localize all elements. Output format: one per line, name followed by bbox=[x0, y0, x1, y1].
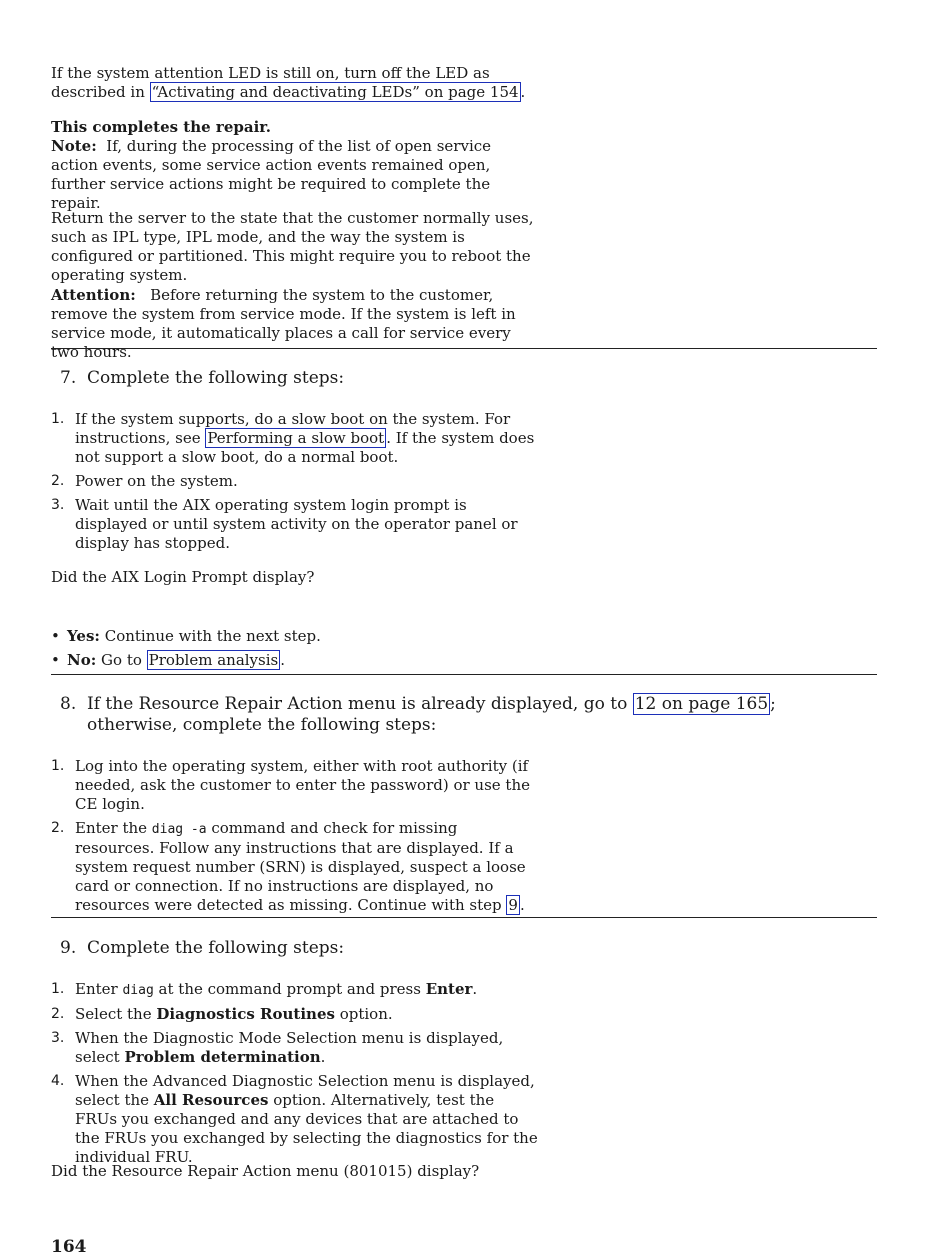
question-text: Did the AIX Login Prompt display? bbox=[51, 568, 315, 586]
attention-label: Attention: bbox=[51, 286, 136, 304]
item-text: Enter the bbox=[75, 819, 152, 837]
item-bold: All Resources bbox=[153, 1091, 269, 1109]
item-text: option. Alternatively, test the FRUs you exchanged and any devices that are attached to the FRUs you exchanged by selecting the diagnostics for the individual FRU. bbox=[75, 1091, 538, 1166]
item-text: When the Diagnostic Mode Selection menu is displayed, select bbox=[75, 1029, 504, 1066]
question-text: Did the Resource Repair Action menu (801015) display? bbox=[51, 1162, 480, 1180]
list-item bbox=[51, 1029, 539, 1067]
step-9-list bbox=[51, 980, 539, 1172]
list-item bbox=[51, 410, 539, 467]
item-text: . bbox=[320, 1048, 326, 1066]
intro-led-text: If the system attention LED is still on, turn off the LED as described in bbox=[51, 64, 490, 101]
no-text: Go to bbox=[101, 651, 147, 669]
note-label: Note: bbox=[51, 137, 97, 155]
list-item bbox=[51, 980, 539, 1000]
item-text: Power on the system. bbox=[75, 472, 238, 490]
yes-label: Yes: bbox=[67, 627, 100, 645]
attention-paragraph bbox=[51, 286, 543, 362]
item-text: Select the bbox=[75, 1005, 157, 1023]
list-item bbox=[51, 1072, 539, 1167]
problem-analysis-link[interactable]: Problem analysis bbox=[148, 651, 279, 669]
item-text: at the command prompt and press bbox=[153, 980, 426, 998]
list-item bbox=[51, 496, 539, 553]
item-number: 4. bbox=[51, 1073, 65, 1089]
return-paragraph bbox=[51, 209, 539, 285]
step-number: 7. bbox=[60, 368, 77, 388]
no-end: . bbox=[280, 651, 286, 669]
item-text: . If the system does not support a slow boot, do a normal boot. bbox=[75, 429, 535, 466]
page-number: 164 bbox=[51, 1237, 87, 1257]
bullet: • bbox=[51, 627, 60, 645]
item-text: . bbox=[519, 896, 525, 914]
list-item bbox=[51, 819, 541, 915]
intro-led-end: . bbox=[520, 83, 526, 101]
step-7-list bbox=[51, 410, 539, 558]
item-text: When the Advanced Diagnostic Selection menu is displayed, select the bbox=[75, 1072, 535, 1109]
command-code: diag -a bbox=[151, 822, 207, 837]
return-text: Return the server to the state that the customer normally uses, such as IPL type, IPL mode, and the way the system is configured or partitioned. This might require you to reboot the operating system. bbox=[51, 209, 534, 284]
item-bold: Diagnostics Routines bbox=[156, 1005, 335, 1023]
bullet: • bbox=[51, 651, 60, 669]
item-number: 2. bbox=[51, 1006, 65, 1022]
list-item bbox=[51, 472, 539, 491]
step-number: 8. bbox=[60, 694, 77, 714]
item-text: If the system supports, do a slow boot on the system. For instructions, see bbox=[75, 410, 511, 447]
resource-repair-question bbox=[51, 1162, 479, 1181]
list-item bbox=[51, 757, 541, 814]
intro-led-paragraph bbox=[51, 64, 539, 102]
slow-boot-link[interactable]: Performing a slow boot bbox=[207, 429, 385, 447]
yes-no-list bbox=[51, 627, 321, 675]
completion-block bbox=[51, 118, 539, 213]
aix-question bbox=[51, 568, 314, 587]
item-number: 3. bbox=[51, 1030, 65, 1046]
section-divider bbox=[51, 674, 877, 675]
yes-text: Continue with the next step. bbox=[104, 627, 321, 645]
step-7-heading bbox=[60, 368, 870, 389]
step-title bbox=[87, 694, 870, 736]
step-8-list bbox=[51, 757, 541, 920]
no-option bbox=[51, 651, 321, 670]
item-number: 1. bbox=[51, 411, 65, 427]
step-number: 9. bbox=[60, 938, 77, 958]
activating-leds-link[interactable]: “Activating and deactivating LEDs” on page 154 bbox=[151, 83, 519, 101]
step-title: Complete the following steps: bbox=[87, 368, 345, 388]
item-number: 1. bbox=[51, 758, 65, 774]
yes-option bbox=[51, 627, 321, 646]
item-number: 1. bbox=[51, 981, 65, 997]
item-number: 2. bbox=[51, 820, 65, 836]
step-9-link[interactable]: 9 bbox=[508, 896, 518, 914]
step-8-heading bbox=[60, 694, 870, 736]
item-bold: Enter bbox=[425, 980, 473, 998]
item-number: 3. bbox=[51, 497, 65, 513]
item-text: command and check for missing resources. Follow any instructions that are displayed. If a system request number (SRN) is displayed, suspect a loose card or connection. If no instructions are displayed, no resources were detected as missing. Continue with step bbox=[75, 819, 526, 914]
item-text: Enter bbox=[75, 980, 123, 998]
item-text: Log into the operating system, either with root authority (if needed, ask the customer to enter the password) or use the CE login. bbox=[75, 757, 531, 813]
no-label: No: bbox=[67, 651, 97, 669]
step-title-text: If the Resource Repair Action menu is already displayed, go to bbox=[87, 694, 633, 714]
step-12-link[interactable]: 12 on page 165 bbox=[634, 694, 769, 714]
section-divider bbox=[51, 348, 877, 349]
step-title-text: ; otherwise, complete the following steps: bbox=[87, 694, 776, 735]
step-9-heading bbox=[60, 938, 870, 959]
step-title: Complete the following steps: bbox=[87, 938, 345, 958]
item-bold: Problem determination bbox=[124, 1048, 321, 1066]
item-text: option. bbox=[334, 1005, 393, 1023]
item-number: 2. bbox=[51, 473, 65, 489]
item-text: . bbox=[472, 980, 478, 998]
note-text: If, during the processing of the list of open service action events, some service action events remained open, further service actions might be required to complete the repair. bbox=[51, 137, 492, 212]
completes-repair-text: This completes the repair. bbox=[51, 118, 272, 136]
command-code: diag bbox=[122, 983, 154, 998]
list-item bbox=[51, 1005, 539, 1024]
attention-text: Before returning the system to the customer, remove the system from service mode. If the system is left in service mode, it automatically places a call for service every two hours. bbox=[51, 286, 516, 361]
item-text: Wait until the AIX operating system login prompt is displayed or until system activity on the operator panel or display has stopped. bbox=[75, 496, 518, 552]
section-divider bbox=[51, 917, 877, 918]
